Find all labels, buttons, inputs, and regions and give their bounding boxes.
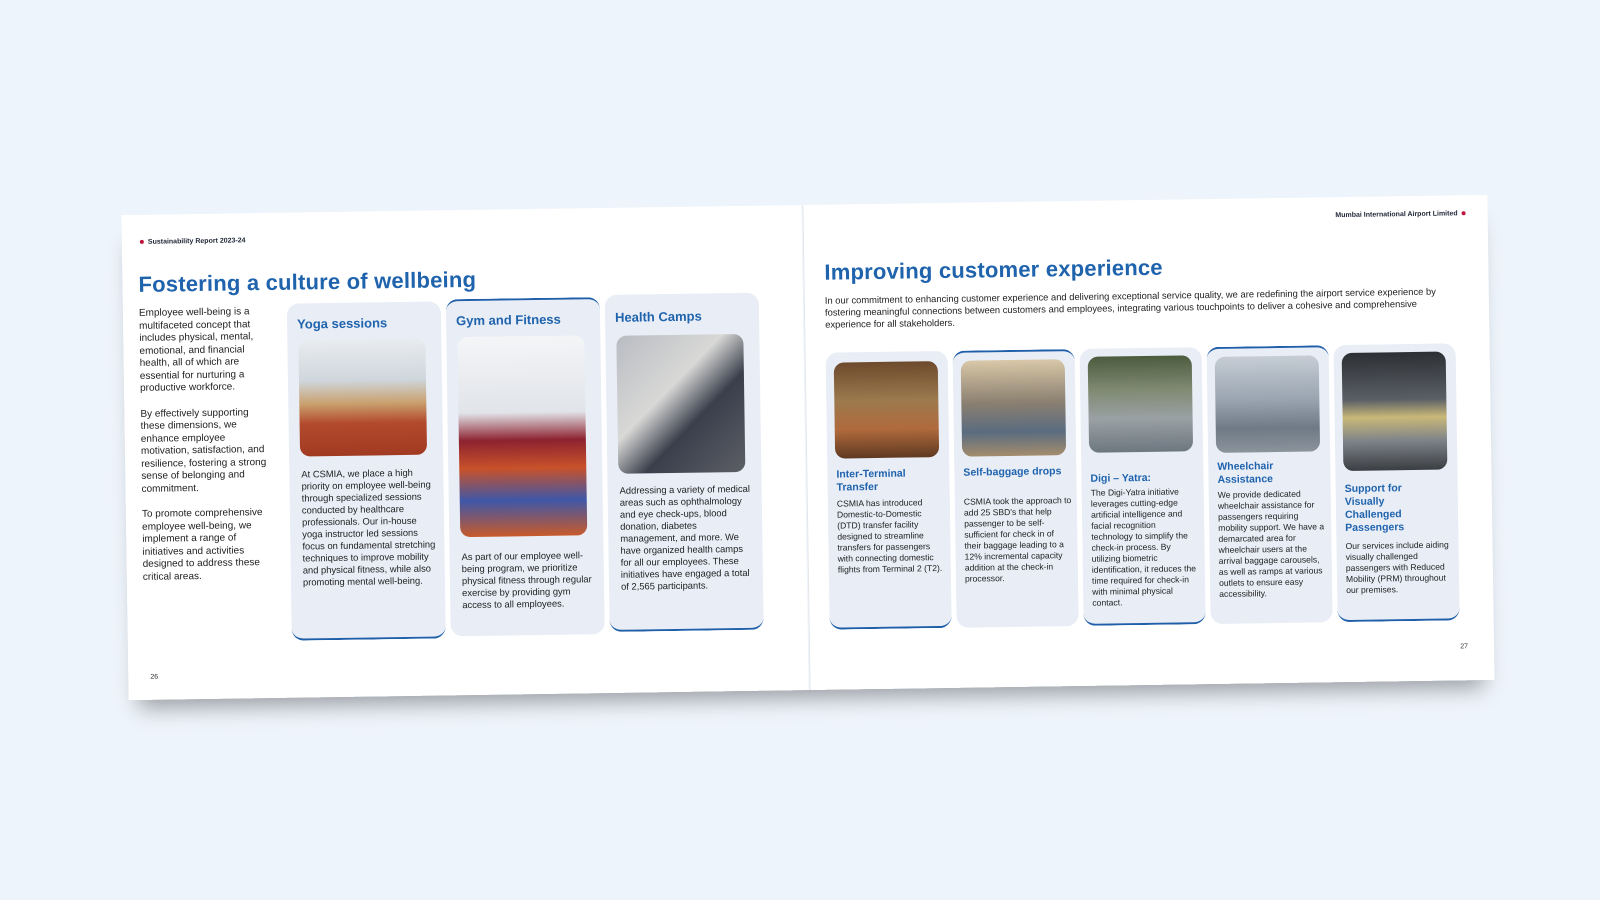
intro-paragraph: Employee well-being is a multifaceted concept that includes physical, mental, emotional, and financial health, all of which are essential for nurturing a productive workforce.: [138, 306, 254, 394]
card-wheelchair: [1207, 345, 1333, 624]
baggage-drop-photo: [961, 359, 1066, 457]
card-title: Health Camps: [614, 308, 702, 325]
card-body: The Digi-Yatra initiative leverages cutting-edge artificial intelligence and facial recognition technology to simplify the check-in process. By utilizing biometric identification, it reduces the time required for check-in with minimal physical contact.: [1090, 486, 1197, 608]
card-self-baggage: [953, 349, 1079, 628]
card-title: Digi – Yatra:: [1090, 471, 1152, 485]
card-title: Support for Visually Challenged Passengers: [1344, 482, 1405, 535]
card-health: [605, 293, 764, 632]
card-title: Self-baggage drops: [963, 465, 1062, 479]
page-number: 26: [150, 673, 159, 681]
red-dot-icon: [140, 240, 144, 244]
intro-paragraph: By effectively supporting these dimensions, we enhance employee motivation, satisfaction, and resilience, fostering a strong sense of belonging and commitment.: [140, 406, 267, 495]
card-body: Addressing a variety of medical areas such as ophthalmology and eye check-ups, blood donation, diabetes management, and more. We have organized health camps for all our employees. These initiatives have engaged a total of 2,565 participants.: [619, 482, 750, 592]
card-body: We provide dedicated wheelchair assistance for passengers requiring mobility support. We have a demarcated area for wheelchair users at the arrival baggage carousels, as well as ramps at various outlets to ensure easy accessibility.: [1217, 488, 1325, 599]
right-page: [802, 195, 1494, 690]
card-title: Gym and Fitness: [455, 311, 561, 329]
wheelchair-area-photo: [1215, 355, 1320, 453]
page-title: Fostering a culture of wellbeing: [138, 266, 477, 297]
card-body: As part of our employee well-being program, we prioritize physical fitness through regular exercise by providing gym access to all employees.: [461, 549, 592, 611]
card-body: At CSMIA, we place a high priority on employee well-being through specialized sessions conducted by healthcare professionals. Our in-house yoga instructor led sessions focus on fundamental stretching techniques to improve mobility and physical fitness, while also promoting mental well-being.: [301, 466, 436, 588]
page-number: 27: [1460, 643, 1469, 651]
intro-text: [139, 306, 273, 597]
intro-text: In our commitment to enhancing customer experience and delivering exceptional service quality, we are redefining the airport service experience by fostering meaningful connections between customers and employees, integrating various touchpoints to deliver a cohesive and comprehensive experience for all stakeholders.: [824, 285, 1436, 330]
intro-paragraph: To promote comprehensive employee well-being, we implement a range of initiatives and activities designed to address these critical areas.: [141, 507, 263, 583]
running-head-right: Mumbai International Airport Limited: [1335, 210, 1469, 219]
card-body: Our services include aiding visually challenged passengers with Reduced Mobility (PRM) throughout our premises.: [1345, 539, 1449, 596]
tactile-signage-photo: [1342, 352, 1448, 472]
card-title: Inter-Terminal Transfer: [836, 467, 906, 494]
yoga-photo: [298, 339, 427, 457]
red-dot-icon: [1462, 211, 1466, 215]
card-gym: [446, 297, 605, 636]
card-body: CSMIA has introduced Domestic-to-Domestic (DTD) transfer facility designed to streamline transfers for passengers with connecting domestic flights from Terminal 2 (T2).: [836, 497, 943, 575]
page-title: Improving customer experience: [824, 254, 1163, 285]
digi-yatra-photo: [1088, 355, 1193, 453]
running-head-left: Sustainability Report 2023-24: [136, 237, 246, 246]
gym-photo: [457, 335, 587, 537]
card-body: CSMIA took the approach to add 25 SBD's that help passenger to be self-sufficient for check in of their baggage leading to a 12% incremental capacity addition at the check-in processor.: [963, 495, 1072, 584]
report-spread: [121, 195, 1493, 700]
health-camp-photo: [616, 334, 745, 474]
card-yoga: [287, 301, 446, 640]
card-visually-challenged: [1334, 343, 1460, 622]
card-title: Yoga sessions: [297, 315, 388, 332]
card-title: Wheelchair Assistance: [1217, 460, 1274, 486]
card-inter-terminal: [826, 351, 952, 630]
terminal-photo: [834, 361, 939, 459]
left-page: [121, 205, 808, 700]
card-digi-yatra: [1080, 347, 1206, 626]
